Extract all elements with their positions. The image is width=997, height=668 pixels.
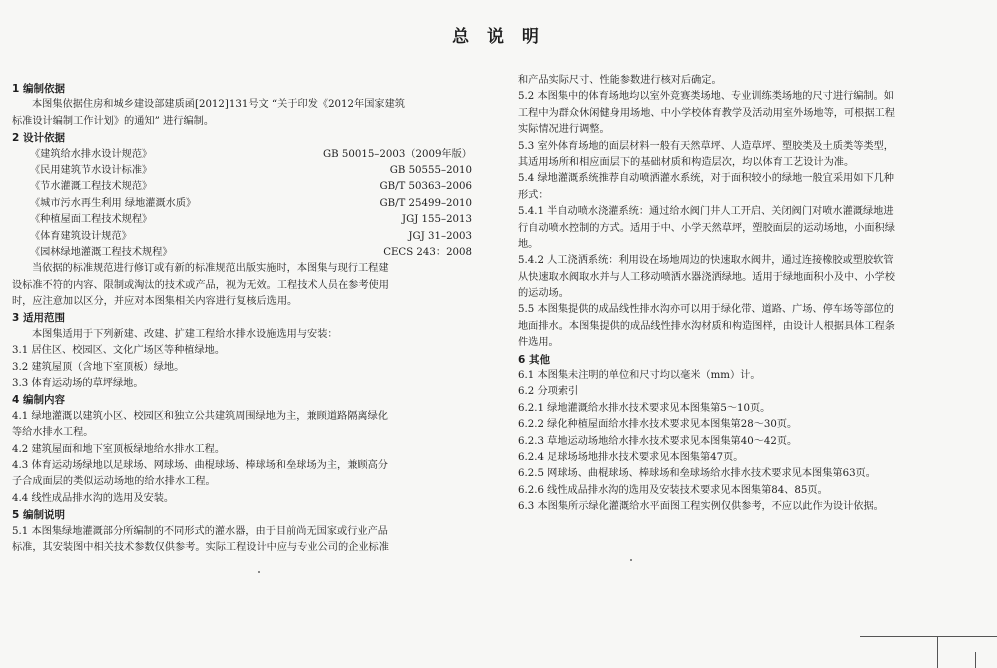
body-text-line: 和产品实际尺寸、性能参数进行核对后确定。 [518,75,722,86]
body-text-line: 4.1 绿地灌溉以建筑小区、校园区和独立公共建筑周围绿地为主，兼顾道路隔离绿化 [12,410,388,422]
body-text-line: 工程中为群众休闲健身用场地、中小学校体育教学及活动用室外场地等，可根据工程 [518,107,895,119]
standard-name: 《体育建筑设计规范》 [30,230,132,242]
body-text-line: 6.2.5 网球场、曲棍球场、棒球场和垒球场给水排水技术要求见本图集第63页。 [518,468,876,480]
standard-reference-row [12,245,472,261]
body-text-line: 时，应注意加以区分，并应对本图集相关内容进行复核后选用。 [12,296,298,308]
body-text-line: 子合成面层的类似运动场地的给水排水工程。 [12,476,216,488]
body-text-line: 4.4 线性成品排水沟的选用及安装。 [12,492,175,504]
title-block-divider [937,636,938,668]
section-heading: 2 设计依据 [12,132,65,145]
standard-name: 《园林绿地灌溉工程技术规程》 [30,246,173,258]
body-text-line: 6.2 分项索引 [518,386,579,398]
right-column [518,73,963,516]
body-text-line: 从快速取水阀取水并与人工移动喷洒水器浇洒绿地。适用于绿地面积小及中、小学校 [518,271,895,283]
standard-code: GB 50015–2003（2009年版） [323,148,472,160]
standard-name: 《节水灌溉工程技术规范》 [30,181,153,193]
scan-speck [258,571,260,573]
standard-reference-row [12,179,472,195]
standard-code: GB/T 50363–2006 [379,181,472,193]
body-text-line: 5.2 本图集中的体育场地均以室外竞赛类场地、专业训练类场地的尺寸进行编制。如 [518,91,894,103]
standard-reference-row [12,163,472,179]
section-heading: 4 编制内容 [12,394,65,407]
body-text-line: 6.2.4 足球场场地排水技术要求见本图集第47页。 [518,451,744,463]
body-text-line: 标准设计编制工作计划》的通知” 进行编制。 [12,115,215,127]
body-text-line: 件选用。 [518,337,559,349]
left-column [12,81,482,556]
standard-code: GB 50555–2010 [389,164,472,176]
body-text-line: 6.2.3 草地运动场地给水排水技术要求见本图集第40～42页。 [518,435,798,447]
body-text-line: 6.2.2 绿化种植屋面给水排水技术要求见本图集第28～30页。 [518,419,798,431]
standard-name: 《种植屋面工程技术规程》 [30,214,153,226]
body-text-line: 地面排水。本图集提供的成品线性排水沟材质和构造图样，由设计人根据具体工程条 [518,320,895,332]
body-text-line: 的运动场。 [518,288,569,300]
standard-name: 《建筑给水排水设计规范》 [30,148,153,160]
standard-reference-row [12,147,472,163]
body-text-line: 本图集适用于下列新建、改建、扩建工程给水排水设施选用与安装： [32,328,338,340]
standard-code: CECS 243：2008 [383,246,472,258]
title-block-divider [975,652,976,668]
body-text-line: 等给水排水工程。 [12,427,94,439]
body-text-line: 6.2.1 绿地灌溉给水排水技术要求见本图集第5～10页。 [518,402,771,414]
standard-reference-row [12,196,472,212]
standard-code: JGJ 31–2003 [408,230,472,242]
body-text-line: 3.2 建筑屋顶（含地下室顶板）绿地。 [12,361,185,373]
body-text-line: 5.5 本图集提供的成品线性排水沟亦可以用于绿化带、道路、广场、停车场等部位的 [518,304,894,316]
standard-reference-row [12,229,472,245]
body-text-line: 5.1 本图集绿地灌溉部分所编制的不同形式的灌水器，由于目前尚无国家或行业产品 [12,525,388,537]
section-heading: 5 编制说明 [12,509,65,522]
standard-code: GB/T 25499–2010 [379,197,472,209]
body-text-line: 当依据的标准规范进行修订或有新的标准规范出版实施时，本图集与现行工程建 [32,263,389,275]
body-text-line: 6.2.6 线性成品排水沟的选用及安装技术要求见本图集第84、85页。 [518,484,828,496]
body-text-line: 3.3 体育运动场的草坪绿地。 [12,378,144,390]
body-text-line: 6.1 本图集未注明的单位和尺寸均以毫米（mm）计。 [518,370,761,382]
body-text-line: 4.3 体育运动场绿地以足球场、网球场、曲棍球场、棒球场和垒球场为主，兼顾高分 [12,459,388,471]
page-title: 总 说 明 [452,27,545,47]
body-text-line: 标准，其安装图中相关技术参数仅供参考。实际工程设计中应与专业公司的企业标准 [12,541,389,553]
standard-reference-row [12,212,472,228]
body-text-line: 5.4.1 半自动喷水浇灌系统：通过给水阀门井人工开启、关闭阀门对喷水灌溉绿地进 [518,206,894,218]
body-text-line: 其适用场所和相应面层下的基础材质和构造层次，均以体育工艺设计为准。 [518,156,855,168]
body-text-line: 5.3 室外体育场地的面层材料一般有天然草坪、人造草坪、塑胶类及土质类等类型， [518,140,894,152]
body-text-line: 3.1 居住区、校园区、文化广场区等种植绿地。 [12,345,226,357]
body-text-line: 实际情况进行调整。 [518,124,610,136]
standard-code: JGJ 155–2013 [401,214,472,226]
body-text-line: 6.3 本图集所示绿化灌溉给水平面图工程实例仅供参考，不应以此作为设计依据。 [518,501,884,513]
scan-speck [630,559,632,561]
body-text-line: 形式： [518,189,549,201]
body-text-line: 4.2 建筑屋面和地下室顶板绿地给水排水工程。 [12,443,226,455]
title-block-border [860,636,997,637]
body-text-line: 行自动喷水控制的方式。适用于中、小学天然草坪，塑胶面层的运动场地，小面积绿 [518,222,895,234]
section-heading: 3 适用范围 [12,312,65,325]
section-heading: 6 其他 [518,353,550,366]
body-text-line: 地。 [518,238,539,250]
body-text-line: 本图集依据住房和城乡建设部建质函[2012]131号文 “关于印发《2012年国家建筑 [32,99,405,111]
body-text-line: 5.4.2 人工浇洒系统：利用设在场地周边的快速取水阀井，通过连接橡胶或塑胶软管 [518,255,894,267]
standard-name: 《城市污水再生利用 绿地灌溉水质》 [30,197,197,209]
standard-name: 《民用建筑节水设计标准》 [30,164,153,176]
body-text-line: 设标准不符的内容、限制或淘汰的技术或产品，视为无效。工程技术人员在参考使用 [12,279,389,291]
body-text-line: 5.4 绿地灌溉系统推荐自动喷洒灌水系统，对于面积较小的绿地一般宜采用如下几种 [518,173,894,185]
section-heading: 1 编制依据 [12,83,65,95]
